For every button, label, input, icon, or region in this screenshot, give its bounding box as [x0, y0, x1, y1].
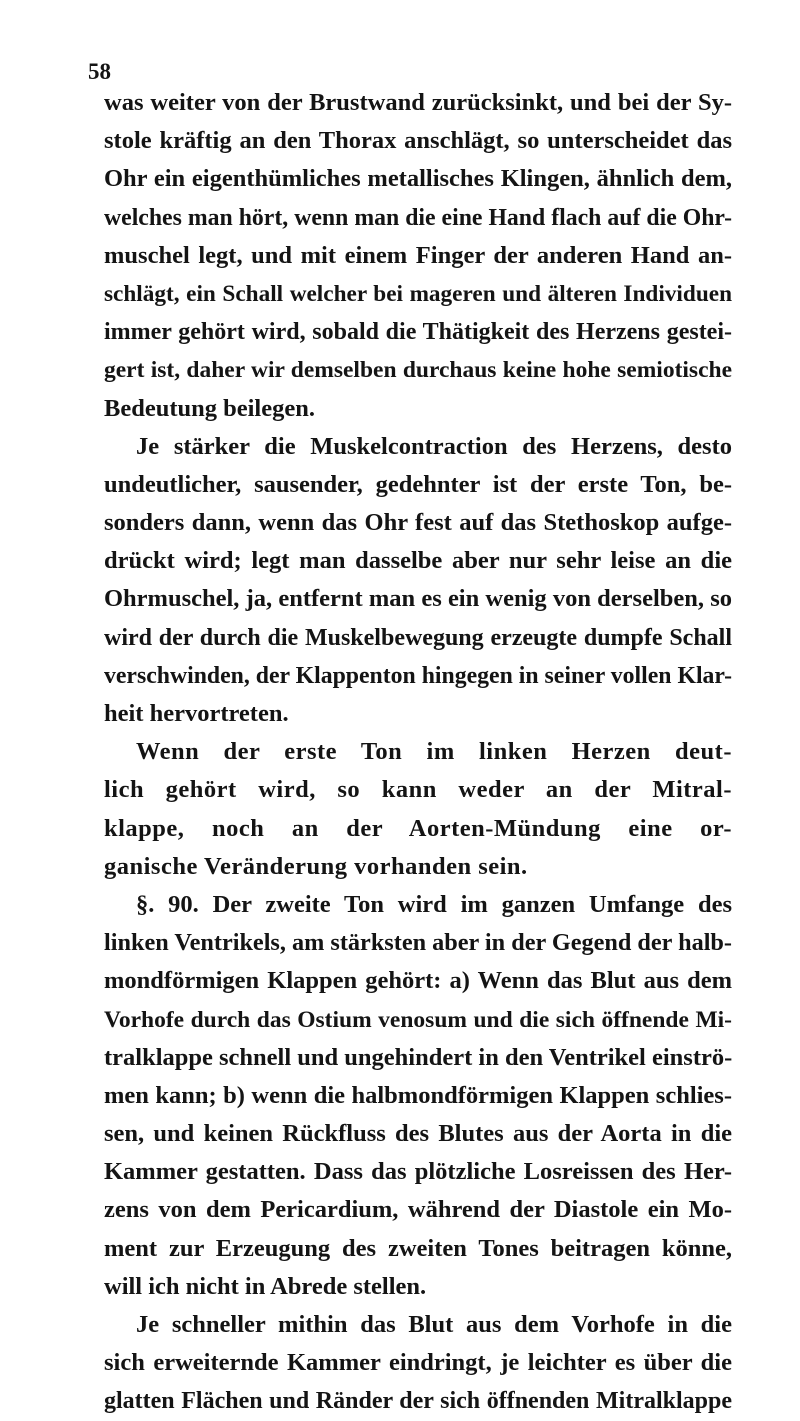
text-line: wird der durch die Muskelbewegung erzeugte dumpfe Schall	[104, 624, 732, 651]
text-line: Je schneller mithin das Blut aus dem Vorhofe in die	[136, 1311, 732, 1338]
page-number: 58	[88, 59, 111, 84]
text-line: Wenn der erste Ton im linken Herzen deut-	[136, 738, 732, 766]
text-line: linken Ventrikels, am stärksten aber in der Gegend der halb-	[104, 929, 732, 957]
text-line: will ich nicht in Abrede stellen.	[104, 1272, 427, 1300]
text-line: Je stärker die Muskelcontraction des Herzens, desto	[136, 432, 732, 460]
text-line: immer gehört wird, sobald die Thätigkeit des Herzens gestei-	[104, 319, 732, 346]
text-line: sich erweiternde Kammer eindringt, je leichter es über die	[104, 1349, 732, 1377]
text-line: glatten Flächen und Ränder der sich öffnenden Mitralklappe	[104, 1388, 732, 1415]
text-line: muschel legt, und mit einem Finger der anderen Hand an-	[104, 241, 732, 269]
text-line: heit hervortreten.	[104, 700, 289, 727]
text-line: §. 90. Der zweite Ton wird im ganzen Umfange des	[136, 890, 732, 918]
text-line: zens von dem Pericardium, während der Diastole ein Mo-	[104, 1196, 732, 1224]
text-line: klappe, noch an der Aorten-Mündung eine or-	[104, 814, 732, 842]
text-line: lich gehört wird, so kann weder an der Mitral-	[104, 776, 732, 804]
text-line: Ohrmuschel, ja, entfernt man es ein wenig von derselben, so	[104, 585, 732, 613]
text-line: ment zur Erzeugung des zweiten Tones beitragen könne,	[104, 1234, 732, 1262]
text-line: tralklappe schnell und ungehindert in den Ventrikel einströ-	[104, 1043, 733, 1071]
text-line: schlägt, ein Schall welcher bei mageren und älteren Individuen	[104, 280, 732, 307]
body-text	[104, 84, 732, 1421]
text-line: sen, und keinen Rückfluss des Blutes aus der Aorta in die	[104, 1120, 732, 1148]
text-line: gert ist, daher wir demselben durchaus keine hohe semiotische	[104, 357, 732, 384]
text-line: Vorhofe durch das Ostium venosum und die sich öffnende Mi-	[104, 1006, 732, 1033]
text-line: mondförmigen Klappen gehört: a) Wenn das Blut aus dem	[104, 967, 732, 995]
text-line: ganische Veränderung vorhanden sein.	[104, 852, 528, 880]
text-line: Kammer gestatten. Dass das plötzliche Losreissen des Her-	[104, 1158, 732, 1186]
text-line: drückt wird; legt man dasselbe aber nur sehr leise an die	[104, 547, 732, 575]
text-line: men kann; b) wenn die halbmondförmigen Klappen schlies-	[104, 1081, 732, 1109]
text-line: was weiter von der Brustwand zurücksinkt, und bei der Sy-	[104, 89, 732, 116]
text-line: undeutlicher, sausender, gedehnter ist der erste Ton, be-	[104, 470, 732, 498]
text-line: stole kräftig an den Thorax anschlägt, so unterscheidet das	[104, 127, 732, 155]
text-line: sonders dann, wenn das Ohr fest auf das Stethoskop aufge-	[104, 509, 732, 537]
text-line: verschwinden, der Klappenton hingegen in seiner vollen Klar-	[104, 662, 732, 689]
text-line: welches man hört, wenn man die eine Hand flach auf die Ohr-	[104, 204, 732, 231]
text-line: Bedeutung beilegen.	[104, 394, 315, 422]
text-line: Ohr ein eigenthümliches metallisches Klingen, ähnlich dem,	[104, 165, 732, 193]
